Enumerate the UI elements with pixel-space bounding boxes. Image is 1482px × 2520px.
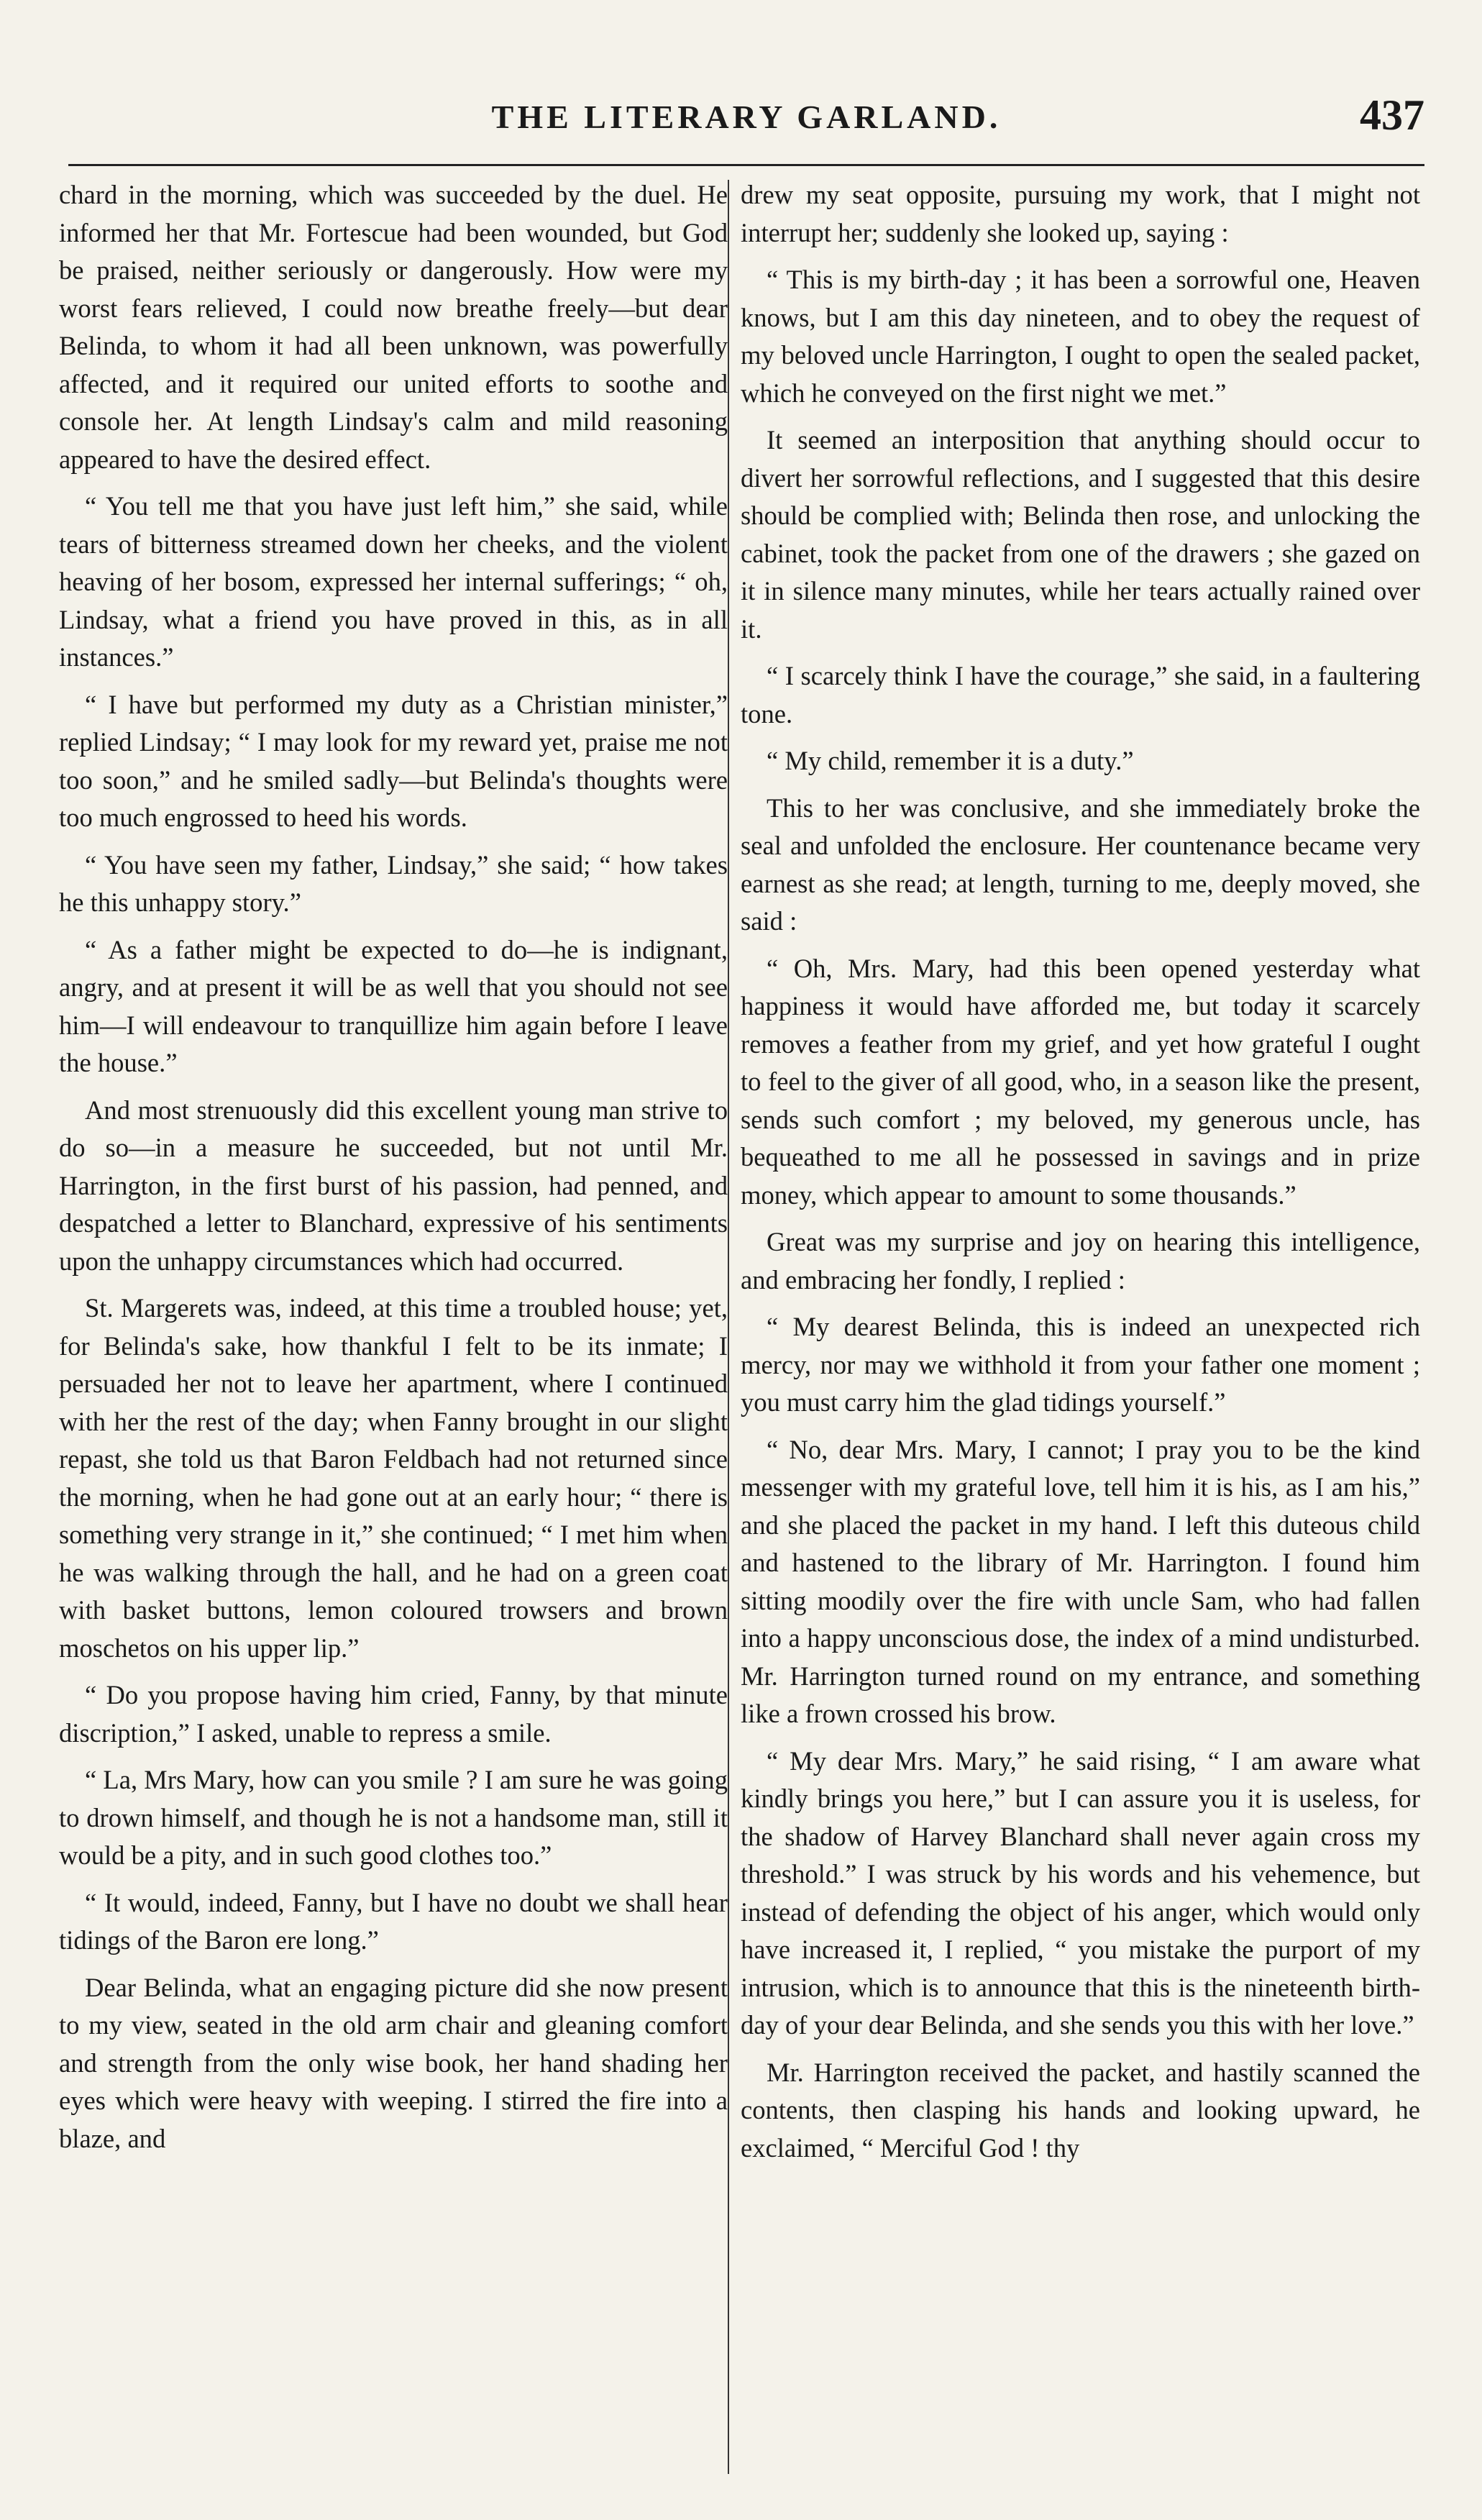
- paragraph: “ I scarcely think I have the courage,” she said, in a faultering tone.: [741, 661, 1420, 729]
- journal-title: THE LITERARY GARLAND.: [491, 99, 1002, 135]
- paragraph: “ Oh, Mrs. Mary, had this been opened yesterday what happiness it would have afforded me, but today it scarcely removes a feather from my grief, and yet how grateful I ought to feel to the giver of all good, who, in a season like the present, sends such comfort ; my beloved, my generous uncle, has bequeathed to me all he possessed in savings and in prize money, which appear to amount to some thousands.”: [741, 953, 1420, 1210]
- paragraph: Great was my surprise and joy on hearing this intelligence, and embracing her fondly, I replied :: [741, 1227, 1420, 1295]
- paragraph: “ This is my birth-day ; it has been a sorrowful one, Heaven knows, but I am this day nineteen, and to obey the request of my beloved uncle Harrington, I ought to open the sealed packet, which he conveyed on the first night we met.”: [741, 265, 1420, 408]
- paragraph: “ I have but performed my duty as a Christian minister,” replied Lindsay; “ I may look for my reward yet, praise me not too soon,” and he smiled sadly—but Belinda's thoughts were too much engrossed to heed his words.: [59, 689, 728, 832]
- paragraph: “ My dear Mrs. Mary,” he said rising, “ I am aware what kindly brings you here,” but I can assure you it is useless, for the shadow of Harvey Blanchard shall never again cross my threshold.” I was struck by his words and his vehemence, but instead of defending the object of his anger, which would only have increased it, I replied, “ you mistake the purport of my intrusion, which is to announce that this is the nineteenth birth-day of your dear Belinda, and she sends you this with her love.”: [741, 1745, 1420, 2040]
- paragraph: Dear Belinda, what an engaging picture did she now present to my view, seated in the old arm chair and gleaning comfort and strength from the only wise book, her hand shading her eyes which were heavy with weeping. I stirred the fire into a blaze, and: [59, 1972, 728, 2153]
- paragraph: “ My dearest Belinda, this is indeed an unexpected rich mercy, nor may we withhold it from your father one moment ; you must carry him the glad tidings yourself.”: [741, 1312, 1420, 1417]
- paragraph: “ It would, indeed, Fanny, but I have no doubt we shall hear tidings of the Baron ere long.”: [59, 1887, 728, 1955]
- paragraph: “ Do you propose having him cried, Fanny, by that minute discription,” I asked, unable to repress a smile.: [59, 1680, 728, 1748]
- column-divider: [728, 180, 729, 2474]
- paragraph: Mr. Harrington received the packet, and hastily scanned the contents, then clasping his hands and looking upward, he exclaimed, “ Merciful God ! thy: [741, 2057, 1420, 2163]
- paragraph: This to her was conclusive, and she immediately broke the seal and unfolded the enclosure. Her countenance became very earnest as she read; at length, turning to me, deeply moved, she said :: [741, 793, 1420, 936]
- paragraph: And most strenuously did this excellent young man strive to do so—in a measure he succeeded, but not until Mr. Harrington, in the first burst of his passion, had penned, and despatched a letter to Blanchard, expressive of his sentiments upon the unhappy circumstances which had occurred.: [59, 1095, 728, 1276]
- paragraph: “ My child, remember it is a duty.”: [767, 746, 1134, 775]
- paragraph: It seemed an interposition that anything should occur to divert her sorrowful reflections, and I suggested that this desire should be complied with; Belinda then rose, and unlocking the cabinet, took the packet from one of the drawers ; she gazed on it in silence many minutes, while her tears actually rained over it.: [741, 425, 1420, 644]
- left-column: [59, 176, 728, 2485]
- paragraph: drew my seat opposite, pursuing my work, that I might not interrupt her; suddenly she looked up, saying :: [741, 180, 1420, 247]
- paragraph: chard in the morning, which was succeeded by the duel. He informed her that Mr. Fortescue had been wounded, but God be praised, neither seriously or dangerously. How were my worst fears relieved, I could now breathe freely—but dear Belinda, to whom it had all been unknown, was powerfully affected, and it required our united efforts to soothe and console her. At length Lindsay's calm and mild reasoning appeared to have the desired effect.: [59, 180, 728, 474]
- running-header: [68, 85, 1424, 166]
- paragraph: “ You tell me that you have just left him,” she said, while tears of bitterness streamed down her cheeks, and the violent heaving of her bosom, expressed her internal sufferings; “ oh, Lindsay, what a friend you have proved in this, as in all instances.”: [59, 491, 728, 672]
- paragraph: “ You have seen my father, Lindsay,” she said; “ how takes he this unhappy story.”: [59, 849, 728, 917]
- paragraph: St. Margerets was, indeed, at this time a troubled house; yet, for Belinda's sake, how thankful I felt to be its inmate; I persuaded her not to leave her apartment, where I continued with her the rest of the day; when Fanny brought in our slight repast, she told us that Baron Feldbach had not returned since the morning, when he had gone out at an early hour; “ there is something very strange in it,” she continued; “ I met him when he was walking through the hall, and he had on a green coat with basket buttons, lemon coloured trowsers and brown moschetos on his upper lip.”: [59, 1293, 728, 1663]
- paragraph: “ La, Mrs Mary, how can you smile ? I am sure he was going to drown himself, and though he is not a handsome man, still it would be a pity, and in such good clothes too.”: [59, 1765, 728, 1870]
- paragraph: “ No, dear Mrs. Mary, I cannot; I pray you to be the kind messenger with my grateful love, tell him it is his, as I am his,” and she placed the packet in my hand. I left this duteous child and hastened to the library of Mr. Harrington. I found him sitting moodily over the fire with uncle Sam, who had fallen into a happy unconscious dose, the index of a mind undisturbed. Mr. Harrington turned round on my entrance, and something like a frown crossed his brow.: [741, 1434, 1420, 1728]
- paragraph: “ As a father might be expected to do—he is indignant, angry, and at present it will be as well that you should not see him—I will endeavour to tranquillize him again before I leave the house.”: [59, 934, 728, 1077]
- right-column: [741, 176, 1420, 2485]
- page-number: 437: [1360, 91, 1424, 139]
